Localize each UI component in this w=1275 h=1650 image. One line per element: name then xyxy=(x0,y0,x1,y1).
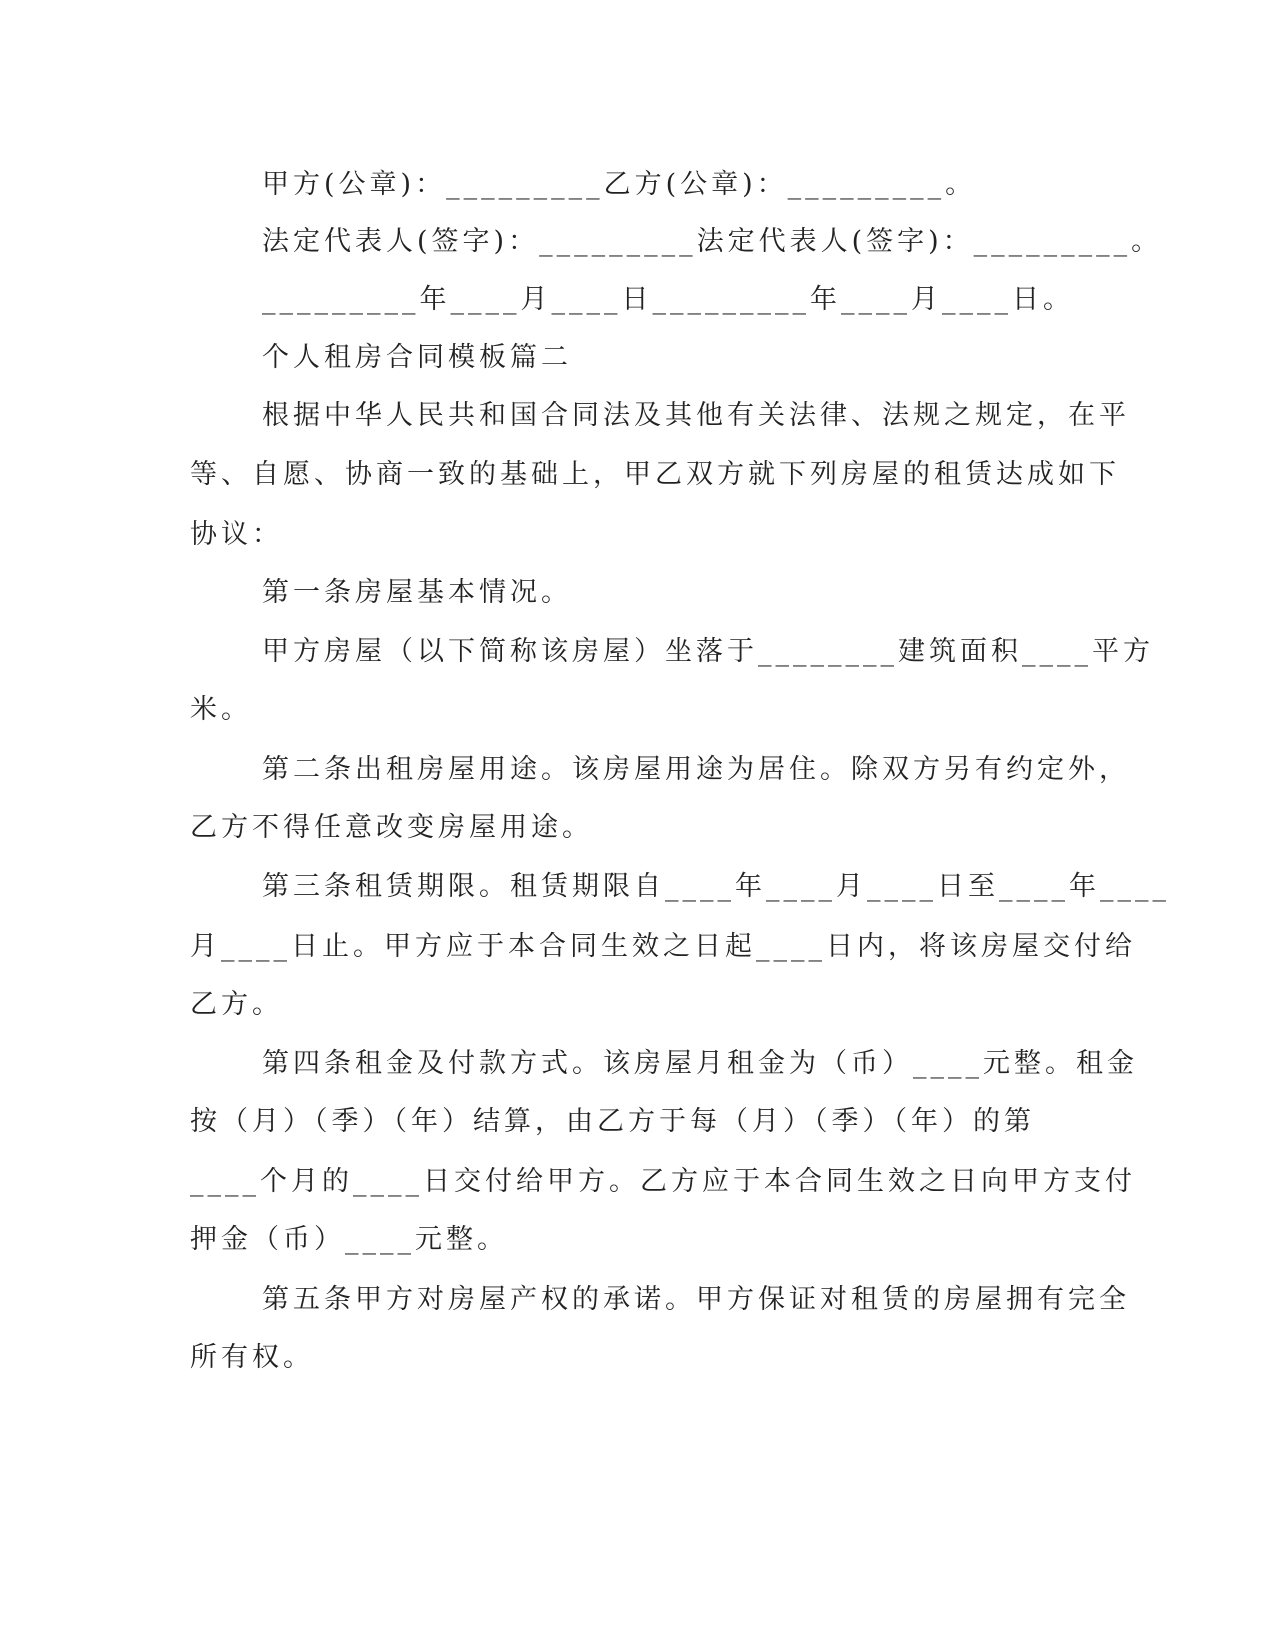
paragraph-line: 第四条租金及付款方式。该房屋月租金为（币）____元整。租金 xyxy=(262,1048,1138,1079)
signature-line-representative: 法定代表人(签字)：_________法定代表人(签字)：_________。 xyxy=(262,226,1163,257)
paragraph-line: 乙方不得任意改变房屋用途。 xyxy=(190,812,593,843)
paragraph-line: 米。 xyxy=(190,694,252,725)
signature-line-date: _________年____月____日_________年____月____日。 xyxy=(262,284,1074,315)
paragraph-line: 协议： xyxy=(190,519,283,550)
signature-line-seal: 甲方(公章)：_________乙方(公章)：_________。 xyxy=(262,169,977,200)
paragraph-line: 乙方。 xyxy=(190,989,283,1020)
paragraph-line: 等、自愿、协商一致的基础上，甲乙双方就下列房屋的租赁达成如下 xyxy=(190,459,1120,490)
paragraph-line: 按（月）（季）（年）结算，由乙方于每（月）（季）（年）的第 xyxy=(190,1106,1035,1137)
paragraph-line: 甲方房屋（以下简称该房屋）坐落于________建筑面积____平方 xyxy=(262,636,1154,667)
paragraph-line: 第二条出租房屋用途。该房屋用途为居住。除双方另有约定外， xyxy=(262,754,1130,785)
paragraph-line: 月____日止。甲方应于本合同生效之日起____日内，将该房屋交付给 xyxy=(190,931,1136,962)
paragraph-line: 所有权。 xyxy=(190,1342,314,1373)
paragraph-line: 第五条甲方对房屋产权的承诺。甲方保证对租赁的房屋拥有完全 xyxy=(262,1284,1130,1315)
paragraph-line: 押金（币）____元整。 xyxy=(190,1224,508,1255)
paragraph-line: 第三条租赁期限。租赁期限自____年____月____日至____年____ xyxy=(262,871,1170,902)
clause-heading: 第一条房屋基本情况。 xyxy=(262,577,572,608)
paragraph-line: 根据中华人民共和国合同法及其他有关法律、法规之规定，在平 xyxy=(262,400,1130,431)
section-heading: 个人租房合同模板篇二 xyxy=(262,342,572,373)
paragraph-line: ____个月的____日交付给甲方。乙方应于本合同生效之日向甲方支付 xyxy=(190,1166,1136,1197)
